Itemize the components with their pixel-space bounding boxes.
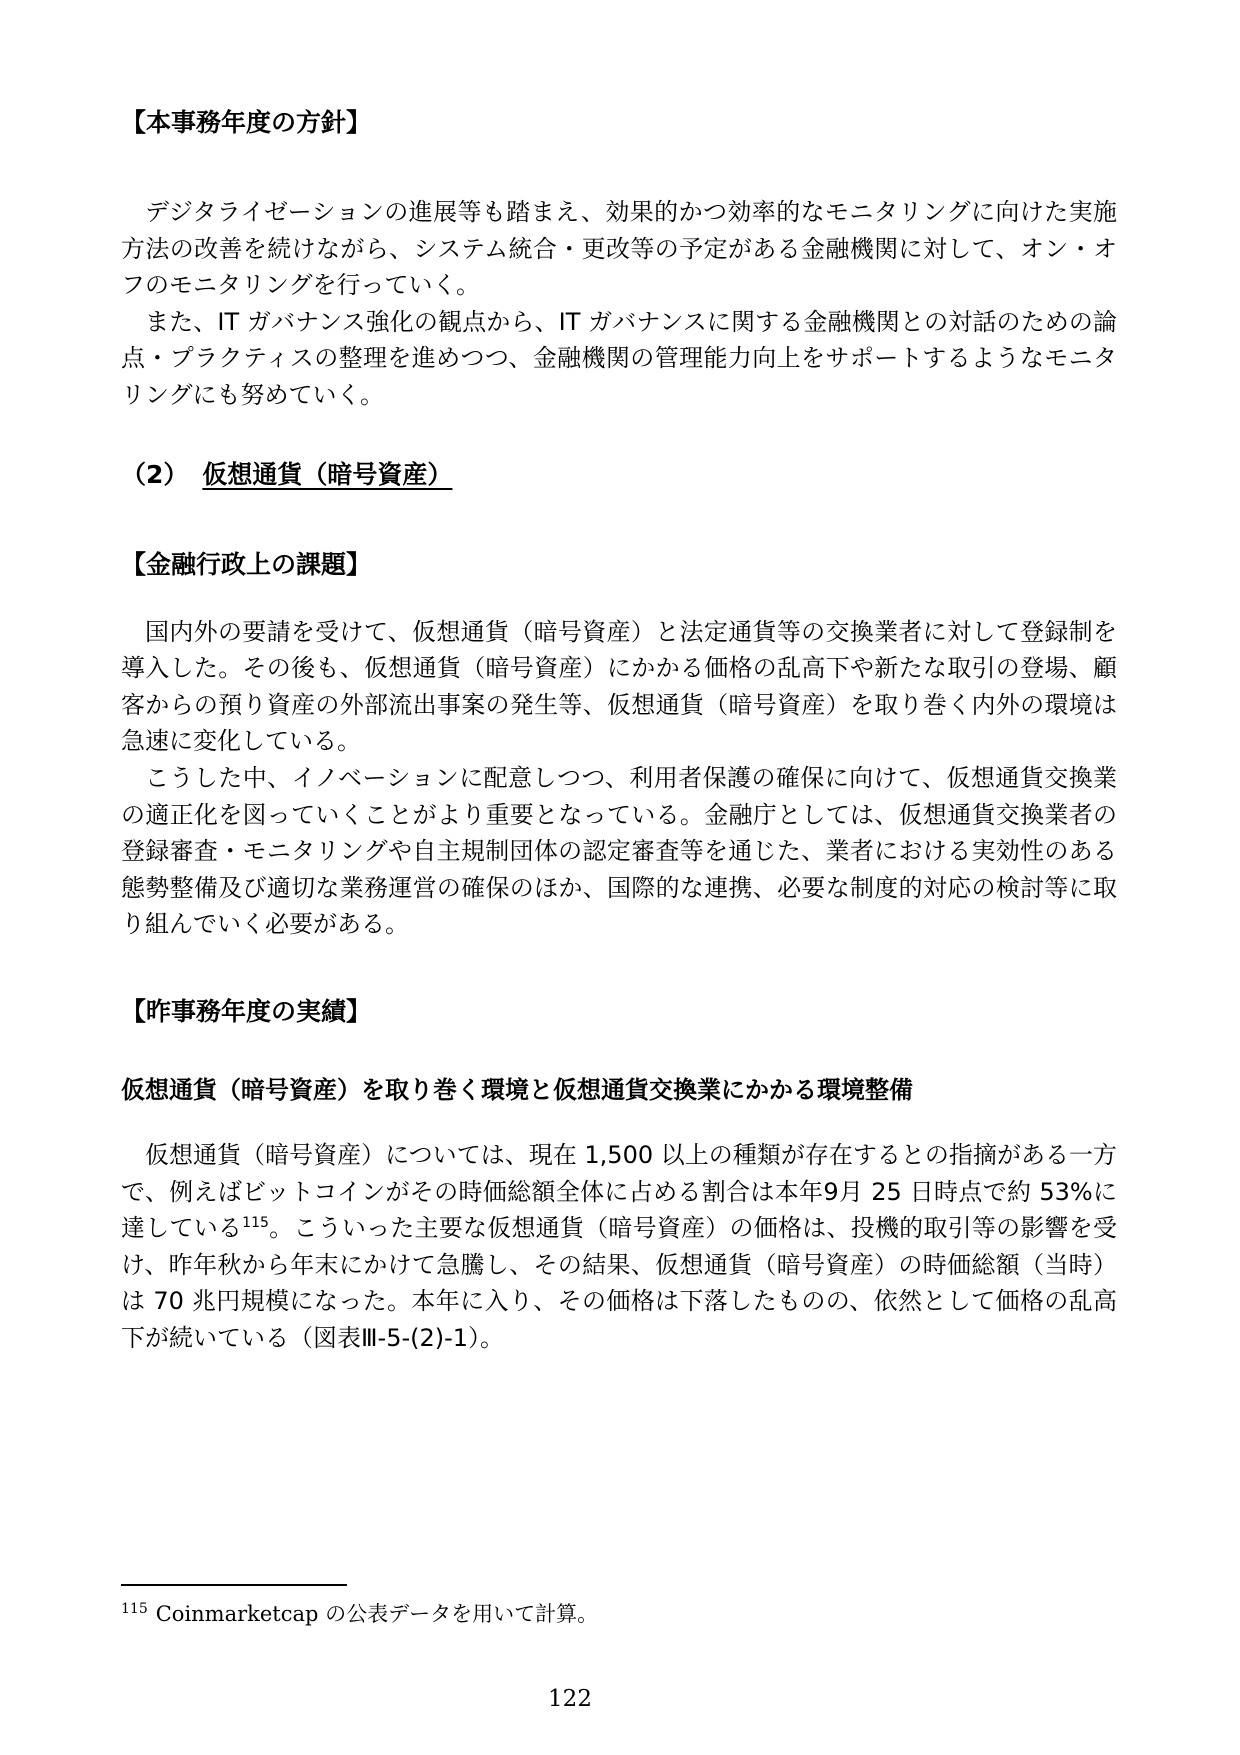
issues-heading: 【金融行政上の課題】 <box>121 549 372 579</box>
footnote-115 <box>121 1594 1117 1629</box>
results-paragraph-text-1: 仮想通貨（暗号資産）については、現在 1,500 以上の種類が存在するとの指摘がある一方で、例えばビットコインがその時価総額全体に占める割合は本年9月 25 日時点で約 53%に達している <box>121 1140 1117 1243</box>
results-subheading: 仮想通貨（暗号資産）を取り巻く環境と仮想通貨交換業にかかる環境整備 <box>121 1075 913 1104</box>
section-2-heading <box>121 458 1117 492</box>
footnote-separator-rule <box>121 1584 347 1586</box>
issues-paragraph-1: 国内外の要請を受けて、仮想通貨（暗号資産）と法定通貨等の交換業者に対して登録制を導入した。その後も、仮想通貨（暗号資産）にかかる価格の乱高下や新たな取引の登場、顧客からの預り資産の外部流出事案の発生等、仮想通貨（暗号資産）を取り巻く内外の環境は急速に変化している。 <box>121 617 1117 756</box>
results-heading: 【昨事務年度の実績】 <box>121 996 372 1026</box>
issues-paragraph-2: こうした中、イノベーションに配意しつつ、利用者保護の確保に向けて、仮想通貨交換業の適正化を図っていくことがより重要となっている。金融庁としては、仮想通貨交換業者の登録審査・モニタリングや自主規制団体の認定審査等を通じた、業者における実効性のある態勢整備及び適切な業務運営の確保のほか、国際的な連携、必要な制度的対応の検討等に取り組んでいく必要がある。 <box>121 763 1117 939</box>
policy-paragraph-1: デジタライゼーションの進展等も踏まえ、効果的かつ効率的なモニタリングに向けた実施方法の改善を続けながら、システム統合・更改等の予定がある金融機関に対して、オン・オフのモニタリングを行っていく。 <box>121 198 1117 300</box>
results-paragraph <box>121 1137 1117 1357</box>
footnote-area <box>121 1584 1117 1629</box>
section-2-title: 仮想通貨（暗号資産） <box>202 459 453 489</box>
policy-paragraph-2: また、IT ガバナンス強化の観点から、IT ガバナンスに関する金融機関との対話のための論点・プラクティスの整理を進めつつ、金融機関の管理能力向上をサポートするようなモニタリングにも努めていく。 <box>121 307 1117 409</box>
document-content <box>121 106 1117 1356</box>
page-number: 122 <box>548 1686 592 1712</box>
footnote-reference-115: 115 <box>242 1215 269 1232</box>
section-2-number: （2） <box>121 459 189 489</box>
policy-heading: 【本事務年度の方針】 <box>121 108 372 137</box>
footnote-115-marker: 115 <box>121 1601 148 1617</box>
results-paragraph-text-2: 。こういった主要な仮想通貨（暗号資産）の価格は、投機的取引等の影響を受け、昨年秋から年末にかけて急騰し、その結果、仮想通貨（暗号資産）の時価総額（当時）は 70 兆円規模になった。本年に入り、その価格は下落したものの、依然として価格の乱高下が続いている（図表Ⅲ-5-(2)-1）。 <box>121 1214 1118 1352</box>
footnote-115-text: Coinmarketcap の公表データを用いて計算。 <box>155 1602 599 1626</box>
